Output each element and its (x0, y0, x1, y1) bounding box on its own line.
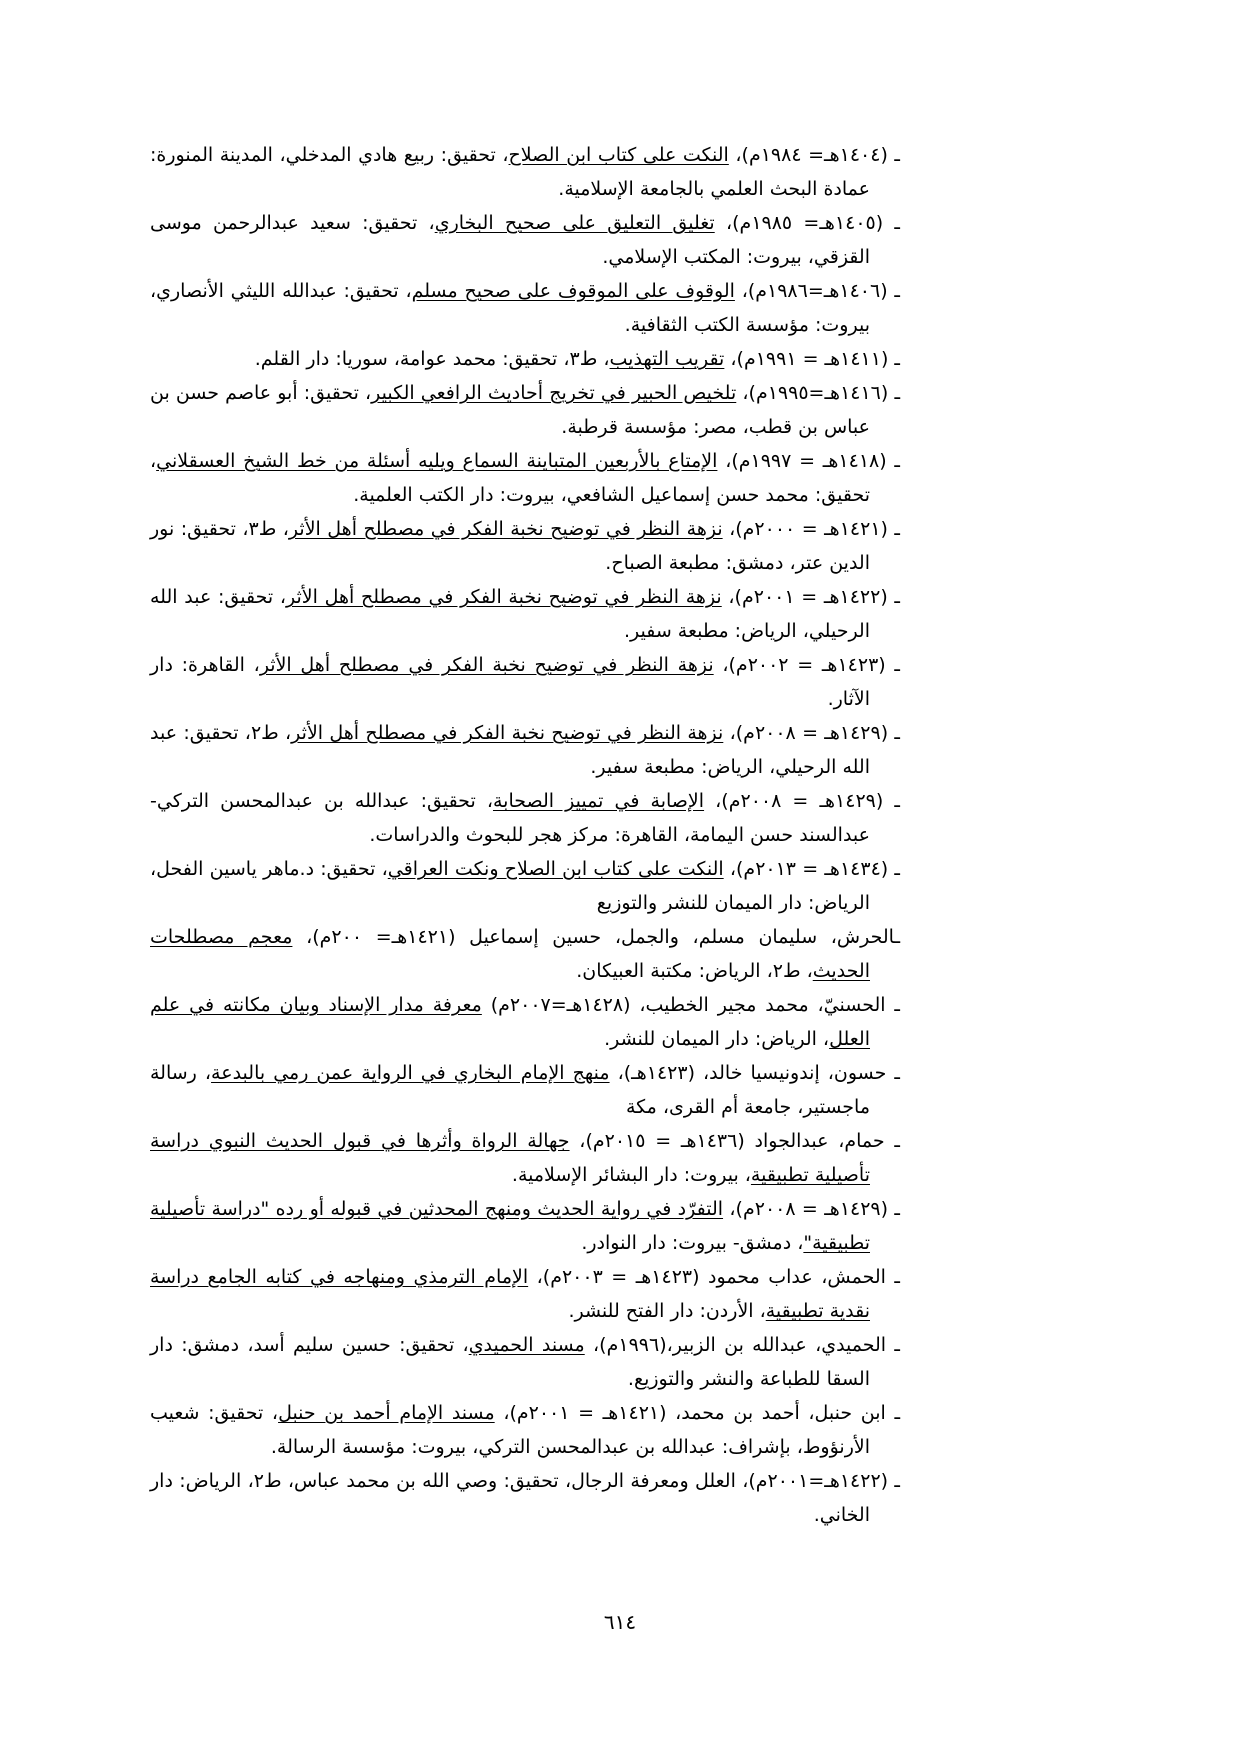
entry-publication: ، تحقيق: سعيد عبدالرحمن موسى القزقي، بيروت: المكتب الإسلامي. (150, 212, 870, 268)
entry-publication: ، تحقيق: عبد الله الرحيلي، الرياض: مطبعة سفير. (150, 586, 870, 642)
bibliography-entry (150, 784, 900, 852)
bibliography-entry (150, 988, 900, 1056)
entry-title: الإمام الترمذي ومنهاجه في كتابه الجامع دراسة نقدية تطبيقية (150, 1266, 870, 1322)
bibliography-entry (150, 1192, 900, 1260)
entry-title: جهالة الرواة وأثرها في قبول الحديث النبوي دراسة تأصيلية تطبيقية (150, 1130, 870, 1186)
entry-title: الإصابة في تمييز الصحابة (492, 790, 705, 812)
entry-author-date: ـ (١٤٢٣هـ = ٢٠٠٢م)، (713, 654, 900, 676)
entry-author-date: ـ الحميدي، عبدالله بن الزبير،(١٩٩٦م)، (584, 1334, 900, 1356)
bibliography-entry (150, 648, 900, 716)
entry-title: تغليق التعليق على صحيح البخاري (434, 212, 715, 234)
entry-title: نزهة النظر في توضيح نخبة الفكر في مصطلح أهل الأثر (285, 586, 722, 608)
bibliography-entry (150, 512, 900, 580)
entry-publication: ، تحقيق: محمد حسن إسماعيل الشافعي، بيروت: دار الكتب العلمية. (150, 450, 870, 506)
entry-title: النكت على كتاب ابن الصلاح ونكت العراقي (387, 858, 724, 880)
bibliography-entry (150, 716, 900, 784)
entry-publication: ، تحقيق: حسين سليم أسد، دمشق: دار السقا للطباعة والنشر والتوزيع. (150, 1334, 870, 1390)
entry-author-date: ـ (١٤٢٢هـ = ٢٠٠١م)، (721, 586, 900, 608)
entry-publication: ، دمشق- بيروت: دار النوادر. (581, 1232, 804, 1254)
entry-author-date: ـالحرش، سليمان مسلم، والجمل، حسين إسماعيل (١٤٢١هـ= ٢٠٠م)، (292, 926, 901, 948)
entry-title: معجم مصطلحات الحديث (150, 926, 870, 982)
entry-author-date: ـ (١٤٠٥هـ= ١٩٨٥م)، (714, 212, 901, 234)
entry-title: مسند الحميدي (468, 1334, 585, 1356)
entry-publication: ، بيروت: دار البشائر الإسلامية. (511, 1164, 751, 1186)
entry-title: الوقوف على الموقوف على صحيح مسلم (411, 280, 735, 302)
entry-author-date: ـ حمام، عبدالجواد (١٤٣٦هـ = ٢٠١٥م)، (569, 1130, 900, 1152)
entry-publication: ، تحقيق: عبدالله بن عبدالمحسن التركي- عبدالسند حسن اليمامة، القاهرة: مركز هجر للبحوث والدراسات. (150, 790, 870, 846)
bibliography-entry (150, 1396, 900, 1464)
entry-publication: ، ط٢، تحقيق: عبد الله الرحيلي، الرياض: مطبعة سفير. (150, 722, 870, 778)
bibliography-entry (150, 580, 900, 648)
bibliography-entry (150, 138, 900, 206)
entry-publication: ، القاهرة: دار الآثار. (150, 654, 870, 710)
entry-author-date: ـ (١٤٢١هـ = ٢٠٠٠م)، (722, 518, 901, 540)
entry-title: تقريب التهذيب (609, 348, 725, 370)
entry-publication: ، الأردن: دار الفتح للنشر. (568, 1300, 766, 1322)
entry-title: نزهة النظر في توضيح نخبة الفكر في مصطلح أهل الأثر (291, 722, 724, 744)
entry-publication: ، تحقيق: شعيب الأرنؤوط، بإشراف: عبدالله بن عبدالمحسن التركي، بيروت: مؤسسة الرسالة. (150, 1402, 870, 1458)
entry-author-date: ـ حسون، إندونيسيا خالد، (١٤٢٣هـ)، (609, 1062, 900, 1084)
entry-title: تلخيص الحبير في تخريج أحاديث الرافعي الكبير (371, 382, 737, 404)
entry-title: نزهة النظر في توضيح نخبة الفكر في مصطلح أهل الأثر (288, 518, 723, 540)
entry-author-date: ـ ابن حنبل، أحمد بن محمد، (١٤٢١هـ = ٢٠٠١م)، (494, 1402, 901, 1424)
entry-author-date: ـ (١٤٠٤هـ= ١٩٨٤م)، (728, 144, 900, 166)
bibliography-entry (150, 342, 900, 376)
entry-author-date: ـ (١٤١١هـ = ١٩٩١م)، (724, 348, 900, 370)
entry-publication: ، ط٢، الرياض: مكتبة العبيكان. (576, 960, 813, 982)
entry-author-date: ـ الحسنيّ، محمد مجير الخطيب، (١٤٢٨هـ=٢٠٠٧م) (481, 994, 900, 1016)
bibliography-entry (150, 376, 900, 444)
entry-author-date: ـ (١٤٢٩هـ = ٢٠٠٨م)، (704, 790, 900, 812)
entry-title: معرفة مدار الإسناد وبيان مكانته في علم العلل (150, 994, 870, 1050)
bibliography-list (150, 138, 900, 1532)
entry-publication: ، الرياض: دار الميمان للنشر. (604, 1028, 830, 1050)
bibliography-entry (150, 1124, 900, 1192)
entry-title: الإمتاع بالأربعين المتباينة السماع ويليه أسئلة من خط الشيخ العسقلاني (156, 450, 718, 472)
entry-author-date: ـ (١٤٠٦هـ=١٩٨٦م)، (734, 280, 900, 302)
bibliography-entry (150, 1260, 900, 1328)
entry-publication: ، ط٣، تحقيق: نور الدين عتر، دمشق: مطبعة الصباح. (150, 518, 870, 574)
entry-author-date: ـ (١٤١٦هـ=١٩٩٥م)، (736, 382, 901, 404)
entry-author-date: ـ (١٤٢٢هـ=٢٠٠١م)، العلل ومعرفة الرجال، تحقيق: وصي الله بن محمد عباس، ط٢، الرياض: دار الخاني. (150, 1470, 900, 1526)
entry-title: النكت على كتاب ابن الصلاح (508, 144, 729, 166)
entry-author-date: ـ الحمش، عداب محمود (١٤٢٣هـ = ٢٠٠٣م)، (528, 1266, 900, 1288)
entry-title: مسند الإمام أحمد بن حنبل (278, 1402, 495, 1424)
entry-publication: ، ط٣، تحقيق: محمد عوامة، سوريا: دار القلم. (254, 348, 610, 370)
bibliography-entry (150, 1328, 900, 1396)
entry-publication: ، تحقيق: د.ماهر ياسين الفحل، الرياض: دار الميمان للنشر والتوزيع (150, 858, 870, 914)
entry-publication: ، رسالة ماجستير، جامعة أم القرى، مكة (150, 1062, 870, 1118)
bibliography-entry (150, 1056, 900, 1124)
entry-title: منهج الإمام البخاري في الرواية عمن رمي بالبدعة (211, 1062, 610, 1084)
entry-author-date: ـ (١٤٢٩هـ = ٢٠٠٨م)، (723, 1198, 900, 1220)
entry-author-date: ـ (١٤٢٩هـ = ٢٠٠٨م)، (723, 722, 900, 744)
entry-title: نزهة النظر في توضيح نخبة الفكر في مصطلح أهل الأثر (259, 654, 714, 676)
entry-publication: ، تحقيق: ربيع هادي المدخلي، المدينة المنورة: عمادة البحث العلمي بالجامعة الإسلامية. (150, 144, 870, 200)
entry-publication: ، تحقيق: عبدالله الليثي الأنصاري، بيروت: مؤسسة الكتب الثقافية. (150, 280, 870, 336)
bibliography-entry (150, 206, 900, 274)
entry-title: التفرّد في رواية الحديث ومنهج المحدثين في قبوله أو رده "دراسة تأصيلية تطبيقية" (150, 1198, 870, 1254)
page-number: ٦١٤ (603, 1610, 637, 1634)
bibliography-entry (150, 274, 900, 342)
bibliography-entry (150, 444, 900, 512)
bibliography-entry (150, 852, 900, 920)
bibliography-entry (150, 1464, 900, 1532)
entry-author-date: ـ (١٤١٨هـ = ١٩٩٧م)، (717, 450, 900, 472)
entry-publication: ، تحقيق: أبو عاصم حسن بن عباس بن قطب، مصر: مؤسسة قرطبة. (150, 382, 870, 438)
entry-author-date: ـ (١٤٣٤هـ = ٢٠١٣م)، (723, 858, 900, 880)
bibliography-entry (150, 920, 900, 988)
